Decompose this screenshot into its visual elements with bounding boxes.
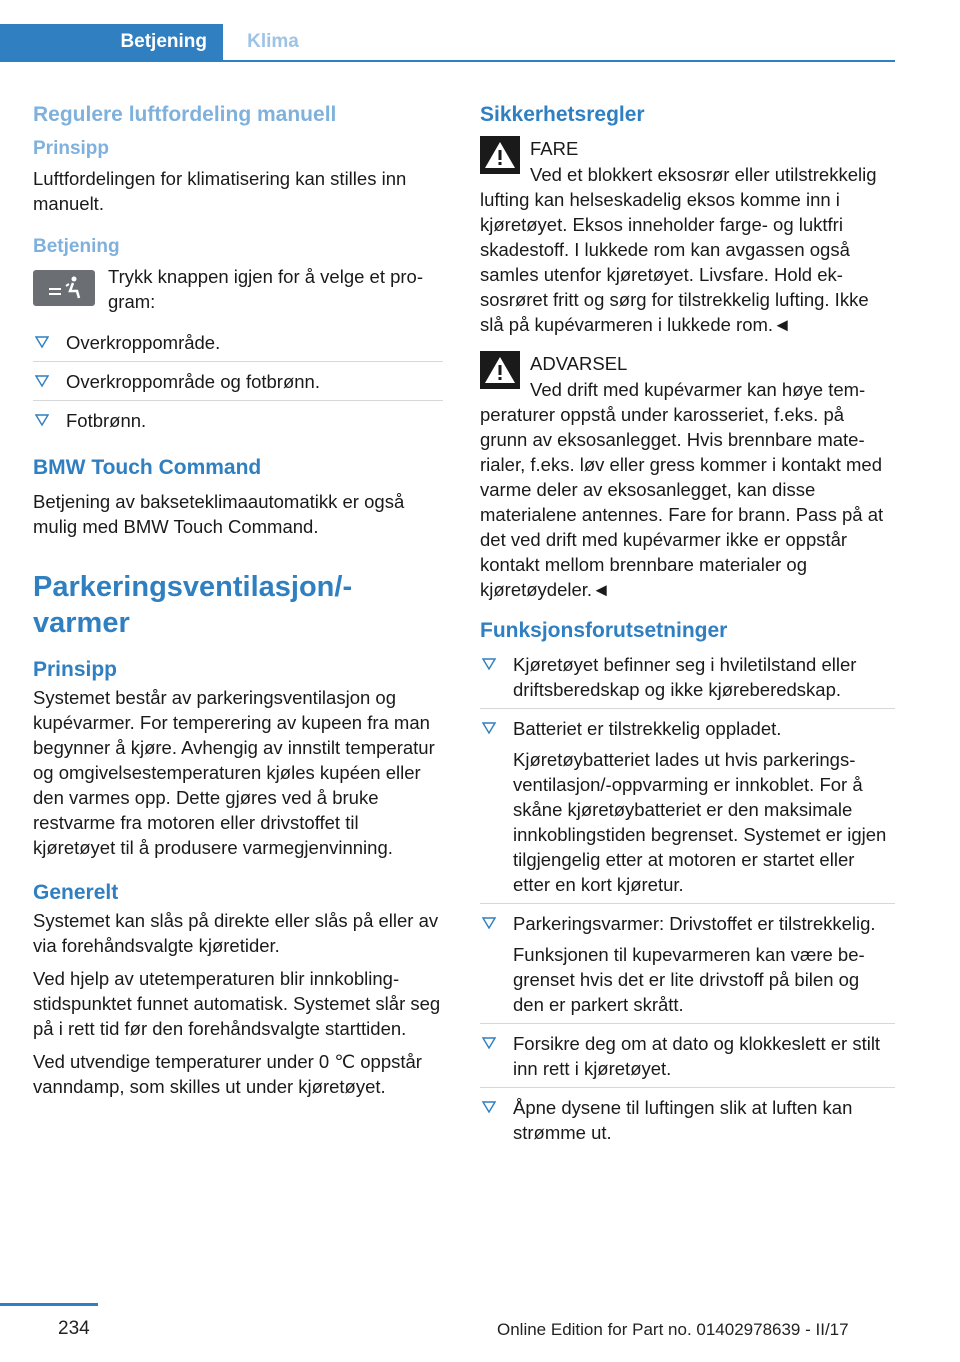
list-item: [480, 652, 895, 709]
list-item: [480, 1031, 895, 1088]
requirement-text: Parkeringsvarmer: Drivstoffet er tilstrekkelig.: [513, 913, 876, 934]
edition-line: Online Edition for Part no. 01402978639 - II/17: [497, 1320, 849, 1339]
program-list: [33, 330, 443, 439]
air-distribution-icon: [33, 270, 95, 306]
requirement-text: Åpne dysene til luftingen slik at luften kan strømme ut.: [513, 1097, 853, 1143]
triangle-bullet-icon: [482, 657, 496, 671]
triangle-bullet-icon: [482, 721, 496, 735]
right-column: [480, 100, 895, 1165]
text-generelt-1: Systemet kan slås på direkte eller slås på eller av via forehåndsvalgte kjøretider.: [33, 910, 439, 956]
heading-generelt: Generelt: [33, 881, 119, 904]
warning-title: FARE: [530, 138, 579, 159]
heading-sikkerhetsregler: Sikkerhetsregler: [480, 103, 645, 126]
warning-title: ADVARSEL: [530, 353, 628, 374]
requirement-text: Kjøretøyet befinner seg i hviletilstand eller driftsberedskap og ikke kjøreberedskap.: [513, 654, 857, 700]
requirement-note: Kjøretøybatteriet lades ut hvis parkeringsventilasjon/-oppvarming er innkoblet. For å skåne kjøretøybatteriet er den maksimale innkoblingstiden begrenset. Systemet er igjen tilgjengelig etter at motoren er startet eller etter en kort kjøretur.: [513, 749, 887, 895]
text-generelt-2: Ved hjelp av utetemperaturen blir innkoblingstidspunktet funnet automatisk. Systemet slår seg på i rett tid før den forehåndsvalgte starttiden.: [33, 968, 441, 1039]
left-column: [33, 100, 443, 1107]
heading-funksjonsforutsetninger: Funksjonsforutsetninger: [480, 619, 728, 642]
text-prinsipp-1: Luftfordelingen for klimatisering kan stilles inn manuelt.: [33, 168, 407, 214]
button-instruction: [33, 264, 443, 314]
list-item: [480, 1095, 895, 1151]
triangle-bullet-icon: [482, 916, 496, 930]
program-label: Overkroppområde og fotbrønn.: [66, 371, 320, 392]
text-betjening: Trykk knappen igjen for å velge et program:: [108, 266, 424, 312]
warning-fare: [480, 136, 895, 337]
footer-rule: [0, 1303, 98, 1306]
header-tabbar: [0, 24, 895, 62]
program-label: Fotbrønn.: [66, 410, 147, 431]
heading-parkering: Parkeringsventilasjon/-varmer: [33, 571, 353, 639]
text-prinsipp-2: Systemet består av parkeringsventilasjon og kupévarmer. For temperering av kupeen fra man begynner å kjøre. Avhengig av innstilt temperatur og omgivelsestemperaturen kjøles kupéen eller den varmes opp. Dette gjøres ved å bruke restvarme fra motoren eller drivstoffet til kjøretøyet til å produsere varmegjenvinning.: [33, 687, 435, 858]
triangle-bullet-icon: [35, 413, 49, 427]
warning-body: Ved et blokkert eksosrør eller utilstrekkelig lufting kan helseskadelig eksos komme inn i kjøretøyet. Eksos inneholder farge- og luktfri skadestoff. I lukkede rom kan avgassen også samles utenfor kjøretøyet. Livsfare. Hold eksosrøret fritt og sørg for tilstrekkelig lufting. Ikke slå på kupévarmeren i lukkede rom.◄: [480, 164, 877, 335]
triangle-bullet-icon: [35, 335, 49, 349]
heading-betjening: Betjening: [33, 236, 120, 257]
list-item: [33, 369, 443, 401]
heading-prinsipp-1: Prinsipp: [33, 138, 110, 159]
warning-advarsel: [480, 351, 895, 602]
heading-regulere: Regulere luftfordeling manuell: [33, 103, 337, 126]
heading-touch-command: BMW Touch Command: [33, 456, 262, 479]
requirement-text: Forsikre deg om at dato og klokkeslett er stilt inn rett i kjøretøyet.: [513, 1033, 881, 1079]
warning-body: Ved drift med kupévarmer kan høye temperaturer oppstå under karosseriet, f.eks. på grunn av eksosanlegget. Hvis brennbare materialer, f.eks. løv eller gress kommer i kontakt med varme deler av eksosanlegget, kan disse materialene antennes. Fare for brann. Pass på at det ved drift med kupévarmer ikke er oppstår kontakt mellom brennbare materialer og kjøretøydeler.◄: [480, 379, 884, 600]
text-generelt-3: Ved utvendige temperaturer under 0 ℃ oppstår vanndamp, som skilles ut under kjøretøyet.: [33, 1051, 422, 1097]
list-item: [33, 330, 443, 362]
requirement-text: Batteriet er tilstrekkelig oppladet.: [513, 718, 782, 739]
requirements-list: [480, 652, 895, 1151]
triangle-bullet-icon: [35, 374, 49, 388]
program-label: Overkroppområde.: [66, 332, 221, 353]
page-number: 234: [58, 1318, 90, 1339]
tab-betjening[interactable]: Betjening: [0, 24, 223, 60]
list-item: [33, 408, 443, 439]
header-rule: [0, 60, 895, 62]
warning-triangle-icon: [480, 136, 520, 174]
tab-klima[interactable]: Klima: [247, 31, 299, 52]
triangle-bullet-icon: [482, 1036, 496, 1050]
requirement-note: Funksjonen til kupevarmeren kan være begrenset hvis det er lite drivstoff på bilen og den er parkert skrått.: [513, 944, 865, 1015]
warning-triangle-icon: [480, 351, 520, 389]
text-touch-command: Betjening av bakseteklimaautomatikk er også mulig med BMW Touch Command.: [33, 491, 405, 537]
triangle-bullet-icon: [482, 1100, 496, 1114]
list-item: [480, 911, 895, 1024]
heading-prinsipp-2: Prinsipp: [33, 658, 118, 681]
list-item: [480, 716, 895, 904]
